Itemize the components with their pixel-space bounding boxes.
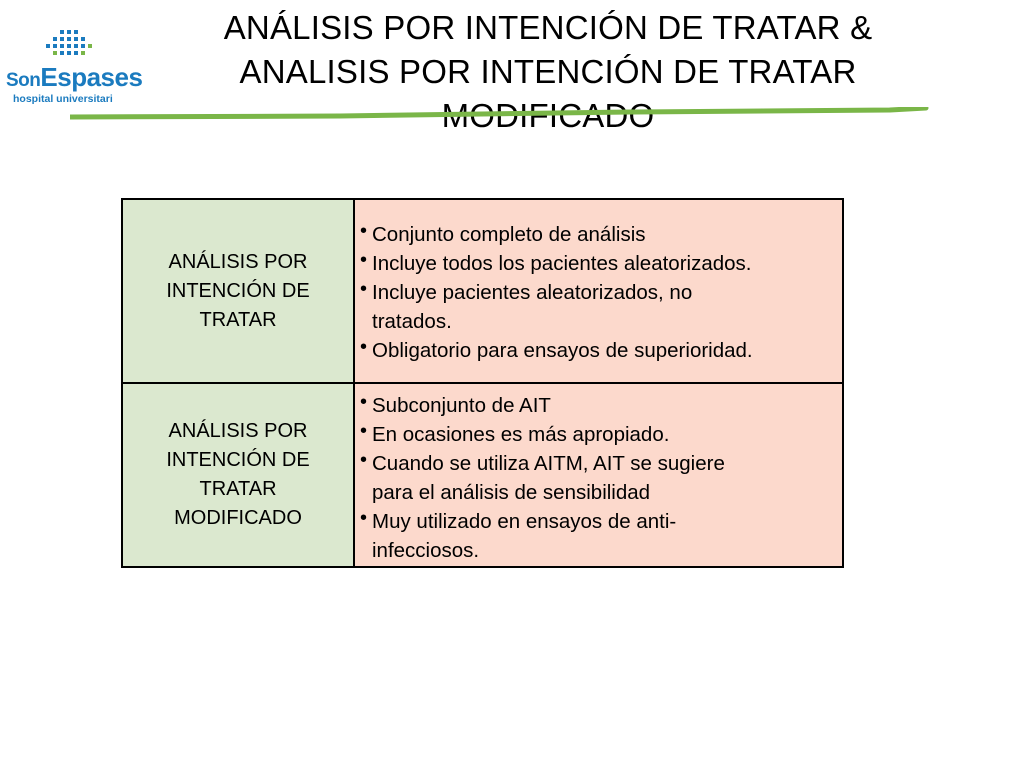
row1-bullet-list (359, 220, 842, 365)
logo-name-espases: Espases (40, 62, 143, 92)
comparison-table (121, 198, 844, 568)
bullet-continuation: infecciosos. (372, 539, 480, 562)
title-underline-stroke (70, 108, 926, 117)
list-item (359, 249, 842, 278)
row2-label-line: MODIFICADO (174, 507, 302, 529)
row2-label-line: INTENCIÓN DE (166, 449, 310, 471)
bullet-dot-icon: • (360, 336, 368, 358)
bullet-text: Muy utilizado en ensayos de anti- (372, 510, 677, 533)
row2-label-line: ANÁLISIS POR (168, 420, 308, 442)
bullet-text: Conjunto completo de análisis (372, 223, 646, 246)
bullet-dot-icon: • (360, 449, 368, 471)
bullet-text: Obligatorio para ensayos de superioridad. (372, 339, 753, 362)
row2-bullet-list (359, 391, 842, 565)
logo-name-son: Son (6, 70, 41, 91)
bullet-text: Cuando se utiliza AITM, AIT se sugiere (372, 452, 725, 475)
row2-label (166, 417, 309, 533)
bullet-text: Incluye todos los pacientes aleatorizados. (372, 252, 752, 275)
title-underline (70, 107, 930, 123)
list-item (359, 391, 842, 420)
logo-wordmark (6, 62, 142, 93)
row1-label-line: ANÁLISIS POR (168, 250, 308, 273)
row1-label-line: TRATAR (199, 308, 277, 331)
row2-label-line: TRATAR (199, 478, 277, 500)
bullet-text: Subconjunto de AIT (372, 394, 551, 417)
row2-label-cell (123, 384, 355, 566)
row1-label (166, 248, 309, 335)
bullet-dot-icon: • (360, 420, 368, 442)
title-line-3: MODIFICADO (441, 97, 655, 134)
bullet-text: En ocasiones es más apropiado. (372, 423, 670, 446)
bullet-dot-icon: • (360, 391, 368, 413)
list-item (359, 220, 842, 249)
row1-label-cell (123, 200, 355, 384)
list-item (359, 507, 842, 565)
bullet-text: Incluye pacientes aleatorizados, no (372, 281, 693, 304)
logo-subtitle: hospital universitari (13, 93, 113, 105)
bullet-dot-icon: • (360, 220, 368, 242)
bullet-dot-icon: • (360, 507, 368, 529)
title-line-1: ANÁLISIS POR INTENCIÓN DE TRATAR & (223, 9, 873, 46)
logo-dots-icon (4, 26, 144, 62)
list-item (359, 420, 842, 449)
title-line-2: ANALISIS POR INTENCIÓN DE TRATAR (239, 53, 857, 90)
bullet-continuation: tratados. (372, 310, 452, 333)
bullet-dot-icon: • (360, 278, 368, 300)
row1-label-line: INTENCIÓN DE (166, 279, 310, 302)
hospital-logo (4, 26, 144, 110)
row1-content-cell (355, 200, 842, 384)
list-item (359, 336, 842, 365)
list-item (359, 278, 842, 336)
bullet-continuation: para el análisis de sensibilidad (372, 481, 651, 504)
list-item (359, 449, 842, 507)
bullet-dot-icon: • (360, 249, 368, 271)
row2-content-cell (355, 384, 842, 566)
